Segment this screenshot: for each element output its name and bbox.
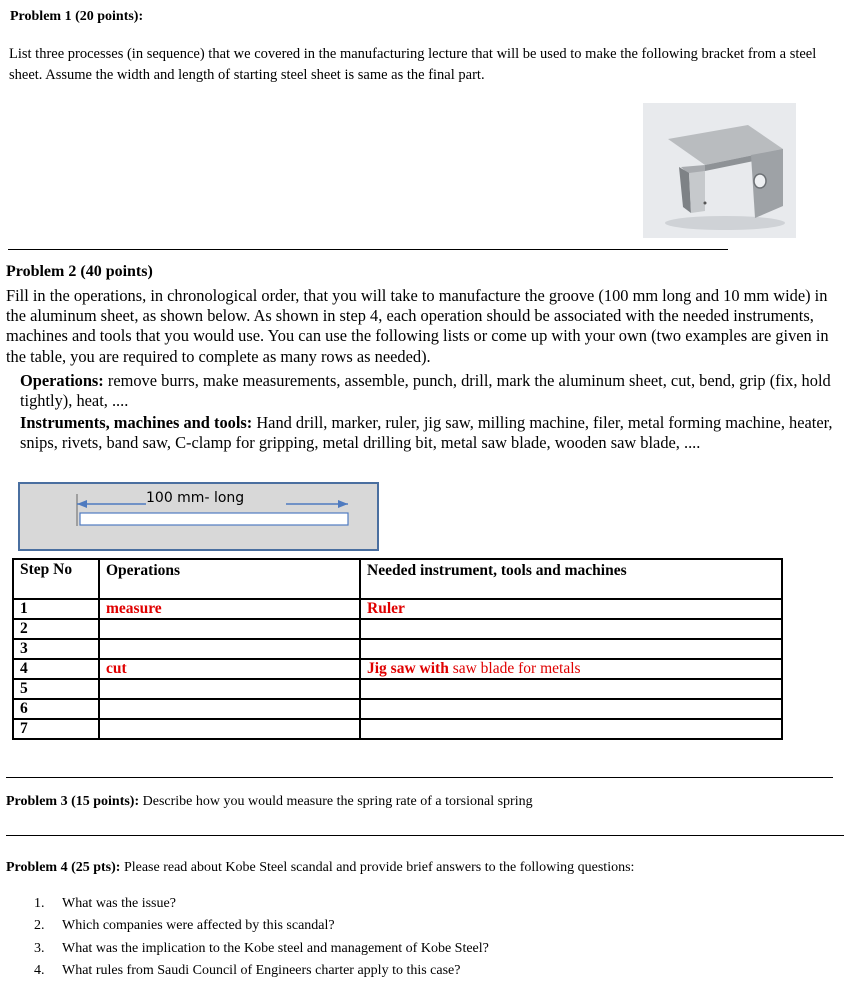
- question-text: What was the implication to the Kobe steel and management of Kobe Steel?: [62, 940, 489, 956]
- problem3-text: Describe how you would measure the spring rate of a torsional spring: [139, 794, 533, 809]
- groove-slot: [80, 513, 348, 525]
- operation-cell: [99, 619, 360, 639]
- tools-cell: [360, 659, 782, 679]
- header-step: Step No: [13, 559, 99, 599]
- dimension-label: 100 mm- long: [146, 488, 286, 508]
- tools-cell: [360, 699, 782, 719]
- table-row: [13, 619, 782, 639]
- problem2-title: Problem 2 (40 points): [6, 263, 153, 280]
- step-cell: 7: [13, 719, 99, 739]
- step-cell: 4: [13, 659, 99, 679]
- operation-cell: [99, 679, 360, 699]
- arrow-left-head: [77, 500, 87, 508]
- list-item: [34, 915, 489, 937]
- arrow-right-head: [338, 500, 348, 508]
- tools-cell: [360, 599, 782, 619]
- operations-list: [20, 371, 835, 411]
- table-row: [13, 679, 782, 699]
- operation-cell: measure: [99, 599, 360, 619]
- question-text: What was the issue?: [62, 896, 176, 911]
- table-row: [13, 639, 782, 659]
- tools-bold: Ruler: [367, 600, 405, 617]
- operation-cell: [99, 639, 360, 659]
- table-row: [13, 659, 782, 679]
- step-cell: 6: [13, 699, 99, 719]
- step-cell: 2: [13, 619, 99, 639]
- question-list: [34, 893, 489, 982]
- tools-cell: [360, 639, 782, 659]
- problem4-text: Please read about Kobe Steel scandal and provide brief answers to the following questions:: [120, 860, 635, 875]
- problem1-title: Problem 1 (20 points):: [10, 9, 144, 24]
- table-row: [13, 719, 782, 739]
- step-cell: 5: [13, 679, 99, 699]
- step-cell: 1: [13, 599, 99, 619]
- tools-bold: Jig saw with: [367, 660, 449, 677]
- tools-list: [20, 413, 835, 453]
- step-cell: 3: [13, 639, 99, 659]
- question-text: Which companies were affected by this scandal?: [62, 918, 335, 934]
- tools-text: Hand drill, marker, ruler, jig saw, milling machine, filer, metal forming machine, heater, snips, rivets, band saw, C-clamp for gripping, metal drilling bit, metal saw blade, wooden saw blade, ....: [20, 413, 833, 453]
- operation-cell: cut: [99, 659, 360, 679]
- question-number: 3.: [34, 940, 45, 956]
- problem1-text: List three processes (in sequence) that we covered in the manufacturing lecture that will be used to make the following bracket from a steel sheet. Assume the width and length of starting steel sheet is same as the final part.: [9, 46, 817, 83]
- separator-line: [6, 835, 844, 836]
- table-row: [13, 699, 782, 719]
- list-item: [34, 893, 489, 915]
- table-row: [13, 599, 782, 619]
- problem3-title: Problem 3 (15 points):: [6, 794, 140, 809]
- header-tools: Needed instrument, tools and machines: [360, 559, 782, 599]
- tools-normal: saw blade for metals: [448, 660, 581, 677]
- operations-table: [12, 558, 783, 740]
- question-number: 2.: [34, 918, 45, 934]
- question-number: 1.: [34, 896, 45, 911]
- operation-cell: [99, 719, 360, 739]
- bracket-photo: [643, 103, 796, 238]
- problem4-title: Problem 4 (25 pts):: [6, 860, 121, 875]
- header-operations: Operations: [99, 559, 360, 599]
- table-header-row: [13, 559, 782, 599]
- list-item: [34, 938, 489, 960]
- question-text: What rules from Saudi Council of Engineers charter apply to this case?: [62, 962, 461, 978]
- operations-label: Operations:: [20, 371, 104, 390]
- tools-cell: [360, 679, 782, 699]
- problem4: [6, 860, 634, 876]
- operation-cell: [99, 699, 360, 719]
- tools-cell: [360, 619, 782, 639]
- bracket-image: [643, 103, 796, 238]
- question-number: 4.: [34, 962, 45, 978]
- list-item: [34, 960, 489, 982]
- operations-text: remove burrs, make measurements, assemble, punch, drill, mark the aluminum sheet, cut, bend, grip (fix, hold tightly), heat, ....: [20, 371, 831, 411]
- separator-line: [6, 777, 833, 778]
- tools-label: Instruments, machines and tools:: [20, 413, 253, 432]
- problem3: [6, 794, 533, 810]
- aluminum-sheet-diagram: [18, 482, 379, 551]
- problem2-text: Fill in the operations, in chronological order, that you will take to manufacture the groove (100 mm long and 10 mm wide) in the aluminum sheet, as shown below. As shown in step 4, each operation should be associated with the needed instruments, machines and tools that you would use. You can use the following lists or come up with your own (two examples are given in the table, you are required to complete as many rows as needed).: [6, 286, 829, 366]
- tools-cell: [360, 719, 782, 739]
- separator-line: [8, 249, 728, 250]
